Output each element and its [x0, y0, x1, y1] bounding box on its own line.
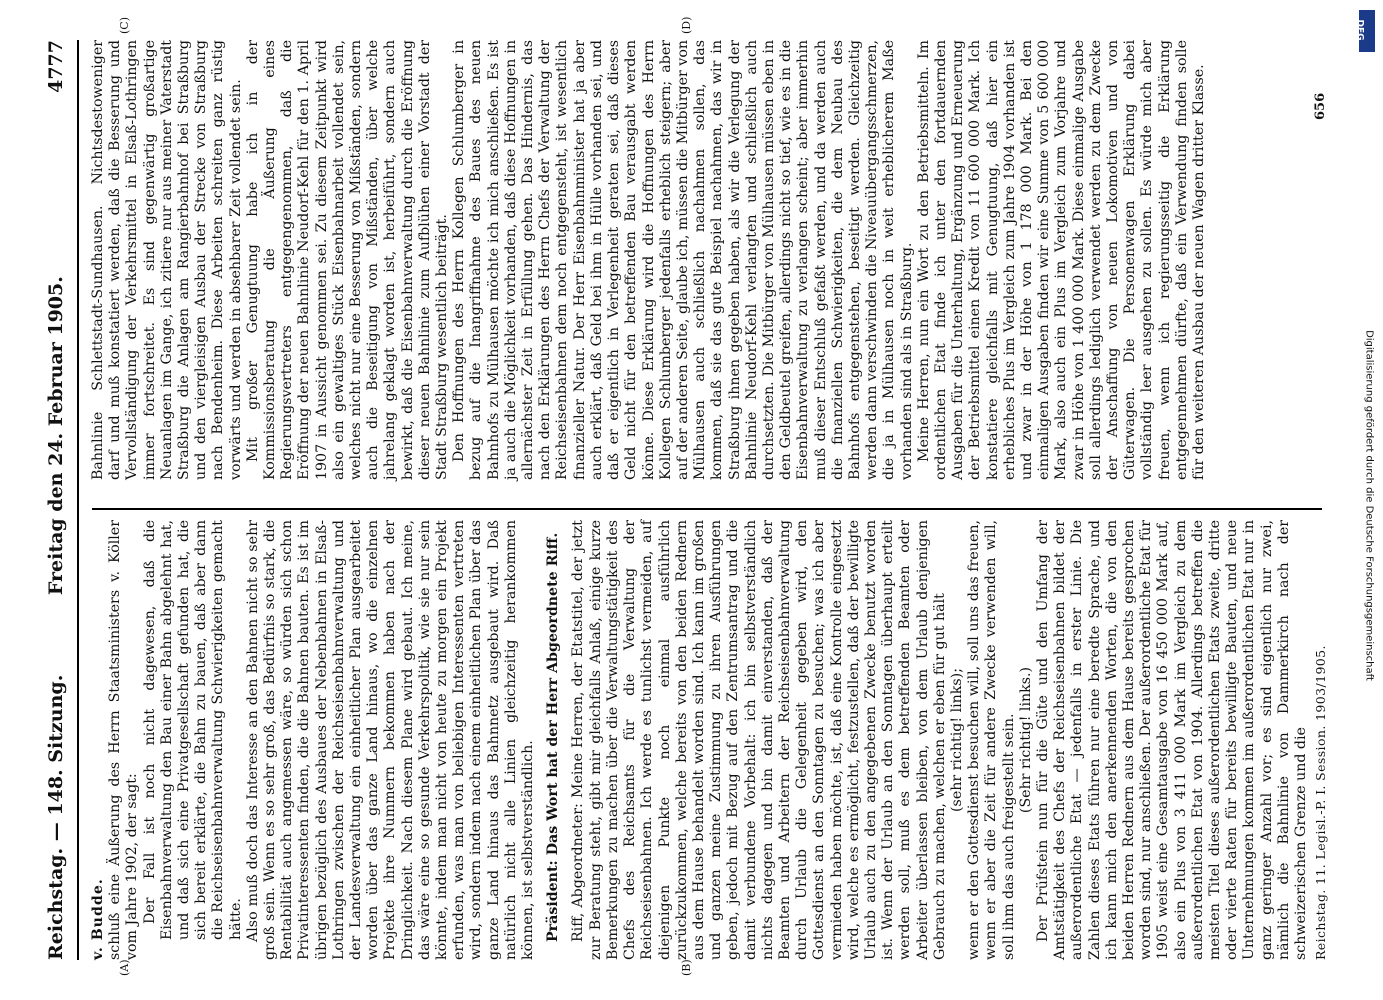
dfg-logo: DFG	[1359, 10, 1375, 52]
paragraph: Den Hoffnungen des Herrn Kollegen Schlumberger in bezug auf die Inangriffnahme des Baues des neuen Bahnhofs zu Mülhausen möchte ich mich anschließen. Es ist ja auch die Möglichkeit vorhanden, daß diese Hoffnungen in allernächster Zeit in Erfüllung gehen. Das Hindernis, das nach den Erklärungen des Herrn Chefs der Verwaltung der Reichseisenbahnen dem noch entgegensteht, ist wesentlich finanzieller Natur. Der Herr Eisenbahnminister hat ja aber auch erklärt, daß Geld bei ihm in Hülle vorhanden sei, und daß er eigentlich in Verlegenheit geraten sei, daß dieses Geld nicht für den betreffenden Bau verausgabt werden könne. Diese Erklärung wird die Hoffnungen des Herrn Kollegen Schlumberger jedenfalls erheblich steigern; aber auf der anderen Seite, glaube ich, müssen die Mitbürger von Mülhausen auch schließlich nachahmen sollen, das kommen, daß sie das gute Beispiel nachahmen, das wir in Straßburg ihnen gegeben haben, als wir die Verlegung der Bahnlinie Neudorf-Kehl verlangten und schließlich auch durchsetzten. Die Mitbürger von Mülhausen müssen eben in den Geldbeutel greifen, allerdings nicht so tief, wie es in die Eisenbahnverwaltung zu verlangen scheint; aber immerhin muß dieser Entschluß gefaßt werden, und da werden auch die finanziellen Schwierigkeiten, die dem Neubau des Bahnhofs entgegenstehen, beseitigt werden. Gleichzeitig werden dann verschwinden die Niveauübergangsschmerzen, die ja in Mülhausen noch in weit erheblicherem Maße vorhanden sind als in Straßburg.	[451, 40, 915, 480]
footer-citation: Reichstag. 11. Legisl.-P. I. Session. 1903/1905.	[1313, 645, 1328, 960]
digitization-credit	[1354, 10, 1377, 990]
interjection: (sehr richtig! links);	[948, 668, 965, 812]
header-right	[45, 40, 67, 595]
header-left: Reichstag. — 148. Sitzung.	[45, 674, 67, 960]
right-column	[90, 40, 1208, 480]
margin-mark-d: (D)	[680, 16, 693, 34]
page-header	[45, 40, 85, 960]
paragraph: schluß eine Äußerung des Herrn Staatsministers v. Köller vom Jahre 1902, der sagt:	[107, 520, 141, 960]
paragraph: Der Prüfstein nun für die Güte und den Umfang der Amtstätigkeit des Chefs der Reichseisenbahnen bildet der außerordentliche Etat — jedenfalls in erster Linie. Die Zahlen dieses Etats führen nur eine beredte Sprache, und ich kann mich den anerkennenden Worten, die von den beiden Herren Rednern aus dem Hause bereits gesprochen worden sind, nur anschließen. Der außerordentliche Etat für 1905 weist eine Gesamtausgabe von 16 450 000 Mark auf, also ein Plus von 3 411 000 Mark im Vergleich zu dem außerordentlichen Etat von 1904. Allerdings betreffen die meisten Titel dieses außerordentlichen Etats zweite, dritte oder vierte Raten für bereits bewilligte Bauten, und neue Unternehmungen kommen im außerordentlichen Etat nur in ganz geringer Anzahl vor; es sind eigentlich nur zwei, nämlich die Bahnlinie von Dammerkirch nach der schweizerischen Grenze und die	[1034, 520, 1310, 960]
paragraph: Also muß doch das Interesse an den Bahnen nicht so sehr groß sein. Wenn es so sehr groß, das Bedürfnis so stark, die Rentabilität auch angemessen wäre, so würden sich schon Privatinteressenten finden, die die Bahnen bauten. Es ist im übrigen bezüglich des Ausbaues der Nebenbahnen in Elsaß-Lothringen zwischen der Reichseisenbahnverwaltung und der Landesverwaltung ein einheitlicher Plan ausgearbeitet worden über das ganze Land hinaus, wo die einzelnen Projekte ihre Nummern bekommen haben nach der Dringlichkeit. Nach diesem Plane wird gebaut. Ich meine, das wäre eine so gesunde Verkehrspolitik, wie sie nur sein könnte, indem man nicht von heute zu morgen ein Projekt erfunden, was man von beliebigen Interessenten vertreten wird, sondern indem nach einem einheitlichen Plan über das ganze Land hinaus das Bahnnetz ausgebaut wird. Daß natürlich nicht alle Linien gleichzeitig herankommen können, ist selbstverständlich.	[244, 520, 537, 960]
speaker-tag: v. Budde.	[90, 878, 106, 960]
credit-text: Digitalisierung gefördert durch die Deutsche Forschungsgemeinschaft	[1363, 330, 1375, 681]
margin-mark-c: (C)	[118, 17, 131, 34]
paragraph: Bahnlinie Schlettstadt-Sundhausen. Nichtsdestoweniger darf und muß konstatiert werden, daß die Besserung und Vervollständigung der Verkehrsmittel in Elsaß-Lothringen immer fortschreitet. Es sind gegenwärtig großartige Neuanlagen im Gange, ich zitiere nur aus meiner Vaterstadt Straßburg die Anlagen am Rangierbahnhof bei Straßburg und den viergleisigen Ausbau der Strecke von Straßburg nach Bendenheim. Diese Arbeiten schreiten ganz rüstig vorwärts und werden in absehbarer Zeit vollendet sein.	[90, 40, 244, 480]
interjection: (Sehr richtig! links.)	[1017, 666, 1034, 814]
paragraph: Meine Herren, nun ein Wort zu den Betriebsmitteln. Im ordentlichen Etat finde ich unter den fortdauernden Ausgaben für die Unterhaltung, Ergänzung und Erneuerung der Betriebsmittel einen Kredit von 11 600 000 Mark. Ich konstatiere gleichfalls mit Genugtuung, daß hier ein erhebliches Plus im Vergleich zum Jahre 1904 vorhanden ist und zwar in der Höhe von 1 178 000 Mark. Bei den einmaligen Ausgaben finden wir eine Summe von 5 600 000 Mark, also auch ein Plus im Vergleich zum Vorjahre und zwar in Höhe von 1 400 000 Mark. Diese einmalige Ausgabe soll allerdings lediglich verwendet werden zu dem Zwecke der Anschaffung von neuen Lokomotiven und von Güterwagen. Die Personenwagen Erklärung dabei vollständig leer ausgehen zu sollen. Es würde mich aber freuen, wenn ich regierungsseitig die Erklärung entgegennehmen dürfte, daß ein Verwendung finden solle für den weiteren Ausbau der neuen Wagen dritter Klasse.	[915, 40, 1207, 480]
header-rule	[77, 40, 79, 960]
margin-mark-a: (A)	[118, 959, 131, 976]
page-number: 4777	[45, 40, 67, 93]
column-divider	[92, 508, 1322, 510]
paragraph: Riff, Abgeordneter: Meine Herren, der Etatstitel, der jetzt zur Beratung steht, gibt mir gleichfalls Anlaß, einige kurze Bemerkungen zu machen über die Verwaltungstätigkeit des Chefs des Reichsamts für die Verwaltung der Reichseisenbahnen. Ich werde es tunlichst vermeiden, auf diejenigen Punkte noch einmal ausführlich zurückzukommen, welche bereits von den beiden Rednern aus dem Hause behandelt worden sind. Ich kann im großen und ganzen meine Zustimmung zu ihren Ausführungen geben, jedoch mit Bezug auf den Zentrumsantrag und die damit verbundene Vorbehalt: ich bin selbstverständlich nichts dagegen und bin damit einverstanden, daß der Beamten und Arbeitern der Reichseisenbahnverwaltung durch Urlaub die Gelegenheit gegeben wird, den Gottesdienst an den Sonntagen zu besuchen; was ich aber vermieden haben möchte, ist, daß eine Kontrolle eingesetzt wird, welche es ermöglicht, festzustellen, daß der bewilligte Urlaub auch zu den angegebenen Zwecke benutzt worden ist. Wenn der Urlaub an den Sonntagen überhaupt erteilt werden soll, muß es dem betreffenden Beamten oder Arbeiter überlassen bleiben, von dem Urlaub denjenigen Gebrauch zu machen, welchen er eben für gut hält	[570, 520, 948, 960]
left-column	[90, 520, 1310, 960]
paragraph: Mit großer Genugtuung habe ich in der Kommissionsberatung die Äußerung eines Regierungsvertreters entgegengenommen, daß die Eröffnung der neuen Bahnlinie Neudorf-Kehl für den 1. April 1907 in Aussicht genommen sei. Zu diesem Zeitpunkt wird also ein gewaltiges Stück Eisenbahnarbeit vollendet sein, welches nicht nur eine Besserung von Mißständen, sondern auch die Beseitigung von Mißständen, über welche jahrelang geklagt worden ist, herbeiführt, sondern auch bewirkt, daß die Eisenbahnverwaltung durch die Eröffnung dieser neuen Bahnlinie zum Aufblühen einer Vorstadt der Stadt Straßburg wesentlich beiträgt.	[244, 40, 451, 480]
quotation: Der Fall ist noch nicht dagewesen, daß die Eisenbahnverwaltung den Bau einer Bahn abgelehnt hat, und daß sich eine Privatgesellschaft gefunden hat, die sich bereit erklärte, die Bahn zu bauen, daß aber dann die Reichseisenbahnverwaltung Schwierigkeiten gemacht hätte.	[141, 520, 244, 940]
margin-mark-b: (B)	[680, 959, 693, 976]
president-line: Präsident: Das Wort hat der Herr Abgeordnete Riff.	[545, 532, 562, 942]
paragraph: wenn er den Gottesdienst besuchen will, soll uns das freuen, wenn er aber die Zeit für andere Zwecke verwenden will, soll ihm das auch freigestellt sein.	[966, 520, 1017, 960]
header-date: Freitag den 24. Februar 1905.	[45, 276, 67, 596]
footer-folio: 656	[1313, 92, 1328, 120]
